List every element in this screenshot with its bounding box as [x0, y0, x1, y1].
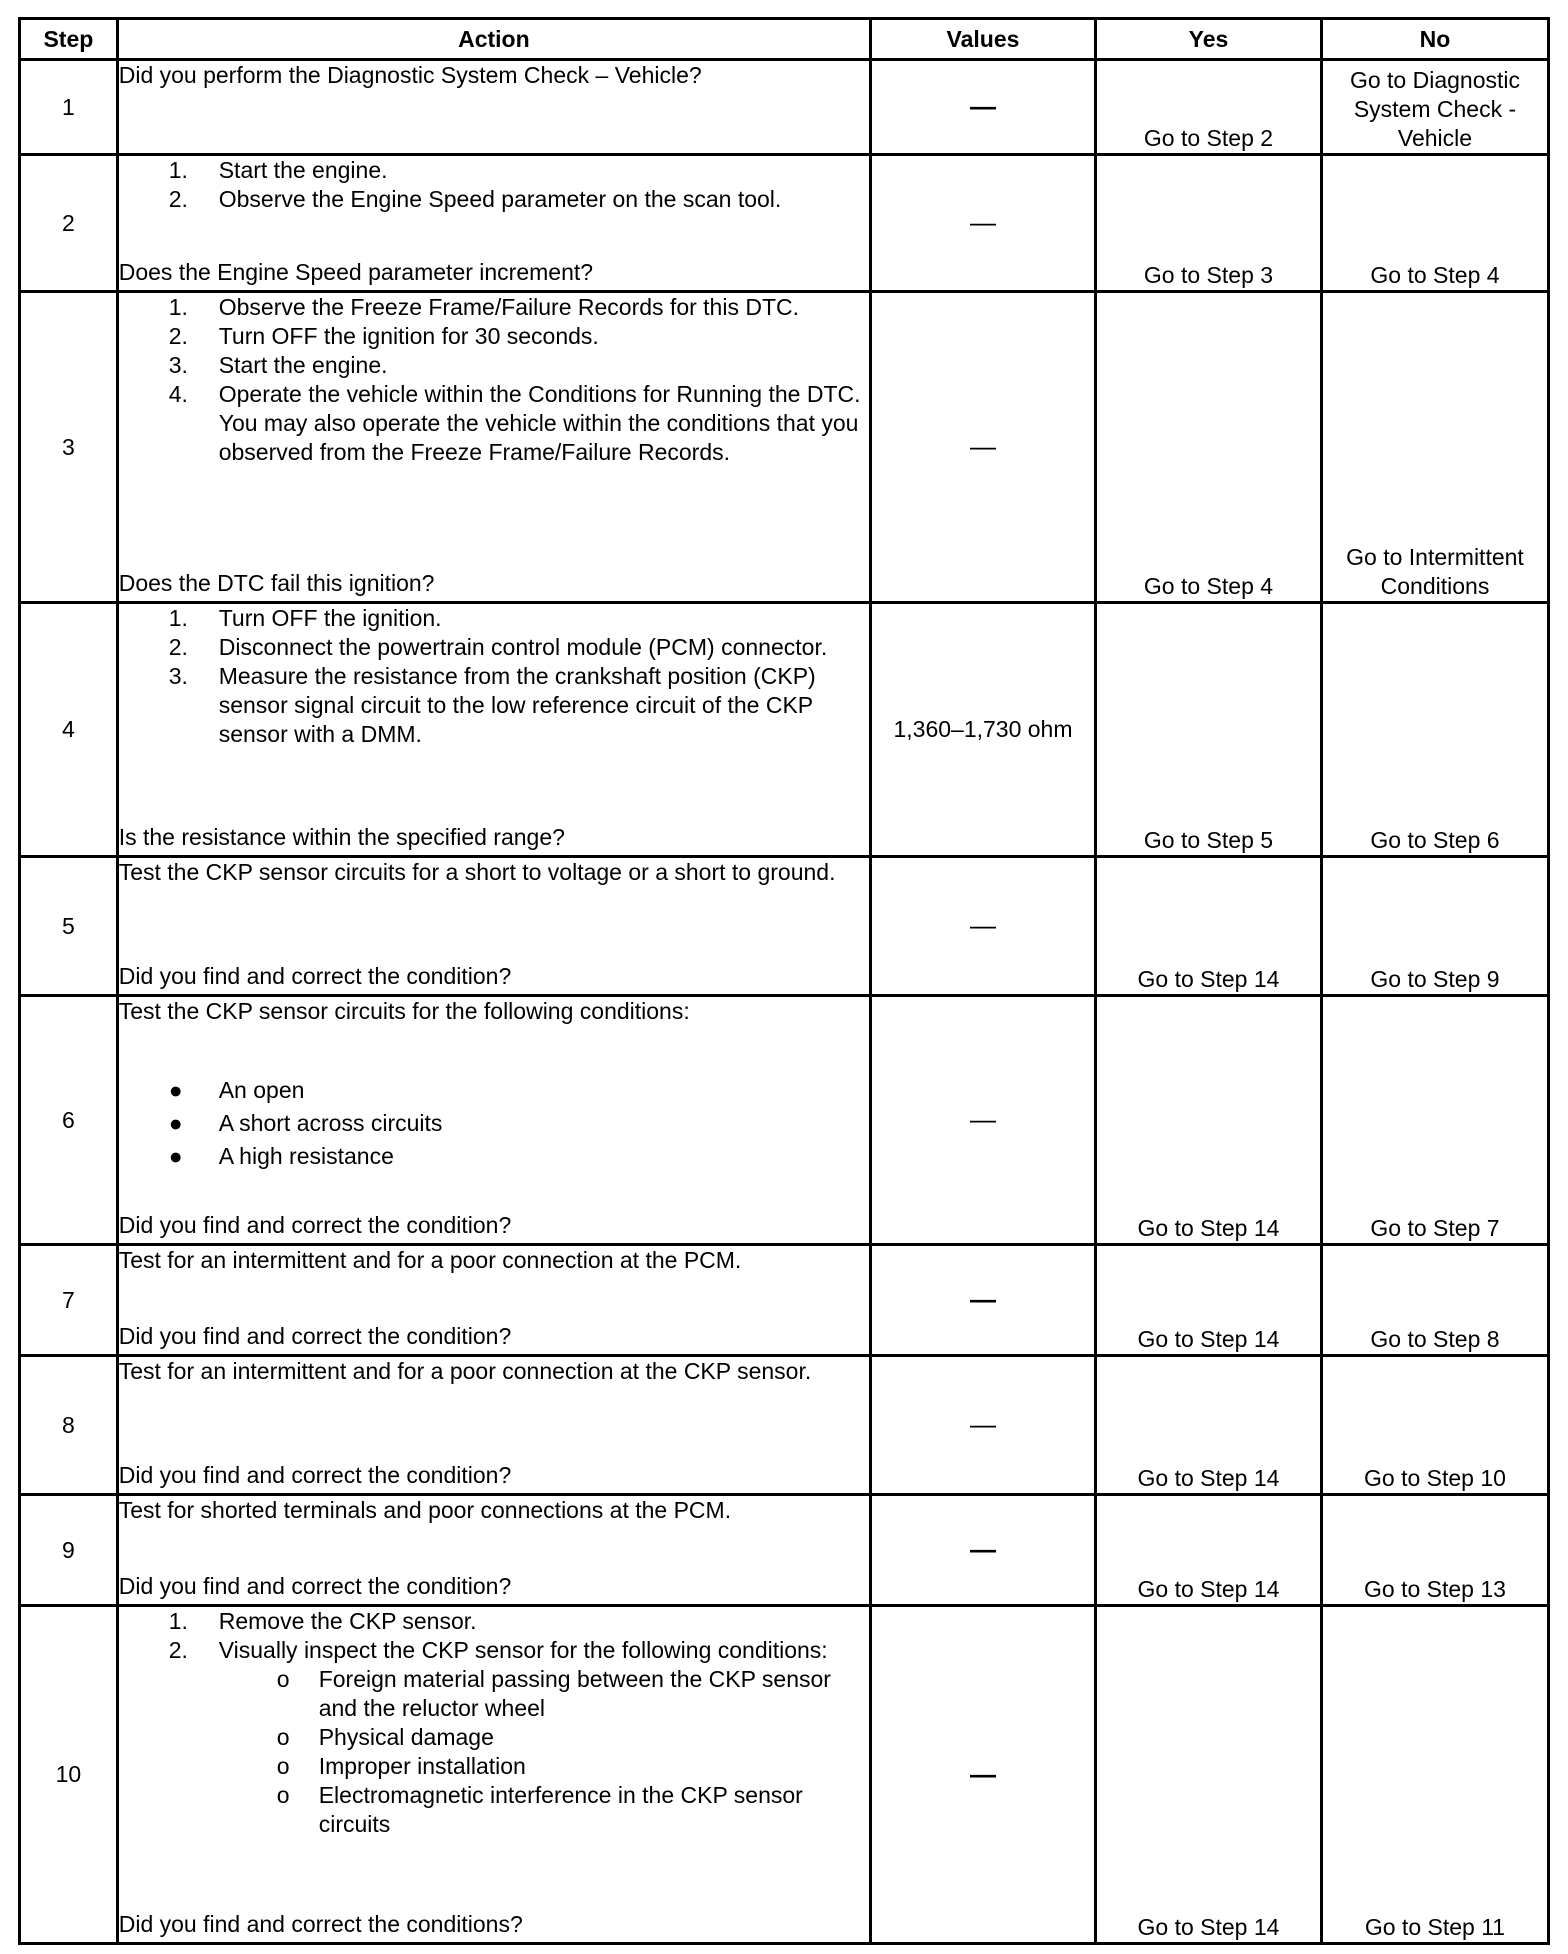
list-item: 2. Visually inspect the CKP sensor for the following conditions: — [168, 1637, 828, 1663]
action-steps — [119, 1607, 869, 1665]
yes-cell: Go to Step 14 — [1095, 857, 1321, 996]
step-number: 6 — [20, 996, 118, 1245]
list-item: o Improper installation — [276, 1753, 526, 1779]
action-intro: Did you perform the Diagnostic System Check – Vehicle? — [118, 62, 702, 88]
no-cell: Go to Step 4 — [1321, 155, 1548, 292]
action-question: Is the resistance within the specified range? — [118, 824, 565, 850]
action-question: Did you find and correct the condition? — [118, 1323, 512, 1349]
action-question: Did you find and correct the condition? — [118, 1573, 512, 1599]
list-item: o Physical damage — [276, 1724, 494, 1750]
list-item: 1. Remove the CKP sensor. — [168, 1608, 477, 1634]
yes-cell: Go to Step 14 — [1095, 1606, 1321, 1944]
header-action: Action — [117, 19, 870, 60]
yes-cell: Go to Step 14 — [1095, 1356, 1321, 1495]
no-cell: Go to Step 10 — [1321, 1356, 1548, 1495]
step-number: 8 — [20, 1356, 118, 1495]
yes-cell: Go to Step 14 — [1095, 996, 1321, 1245]
action-cell — [117, 1356, 870, 1495]
value-cell: — — [970, 207, 996, 237]
list-item: 4. Operate the vehicle within the Conditions for Running the DTC. You may also operate the vehicle within the conditions that you observed from the Freeze Frame/Failure Records. — [168, 381, 861, 465]
table-row — [20, 60, 1549, 155]
step-number: 2 — [20, 155, 118, 292]
list-item: o Electromagnetic interference in the CKP sensor circuits — [276, 1782, 803, 1837]
action-intro: Test for an intermittent and for a poor connection at the PCM. — [118, 1247, 742, 1273]
no-cell: Go to Diagnostic System Check - Vehicle — [1321, 60, 1548, 155]
list-item: 2. Turn OFF the ignition for 30 seconds. — [168, 323, 599, 349]
value-cell: — — [970, 1409, 996, 1439]
value-cell: — — [970, 1104, 996, 1134]
list-item: ● A high resistance — [168, 1143, 394, 1169]
action-question: Did you find and correct the condition? — [118, 1212, 512, 1238]
no-cell: Go to Step 8 — [1321, 1245, 1548, 1356]
header-values: Values — [871, 19, 1096, 60]
list-item: ● A short across circuits — [168, 1110, 443, 1136]
table-row — [20, 1356, 1549, 1495]
table-row — [20, 155, 1549, 292]
list-item: 3. Start the engine. — [168, 352, 388, 378]
value-cell: — — [970, 431, 996, 461]
action-intro: Test for an intermittent and for a poor connection at the CKP sensor. — [118, 1358, 812, 1384]
no-cell: Go to Step 13 — [1321, 1495, 1548, 1606]
action-question: Did you find and correct the condition? — [118, 1462, 512, 1488]
no-cell: Go to Step 11 — [1321, 1606, 1548, 1944]
value-cell: — — [970, 1758, 996, 1789]
action-steps — [119, 156, 869, 214]
action-question: Does the Engine Speed parameter increment? — [118, 259, 594, 285]
header-row — [20, 19, 1549, 60]
yes-cell: Go to Step 5 — [1095, 603, 1321, 857]
no-cell: Go to Intermittent Conditions — [1321, 292, 1548, 603]
step-number: 1 — [20, 60, 118, 155]
list-item: 1. Observe the Freeze Frame/Failure Records for this DTC. — [168, 294, 800, 320]
list-item: ● An open — [168, 1077, 305, 1103]
action-steps — [119, 293, 869, 467]
header-step: Step — [20, 19, 118, 60]
inspection-list — [119, 1665, 869, 1839]
action-cell — [117, 1245, 870, 1356]
step-number: 3 — [20, 292, 118, 603]
action-cell — [117, 857, 870, 996]
table-row — [20, 292, 1549, 603]
action-cell — [117, 60, 870, 155]
value-cell: — — [970, 910, 996, 940]
action-cell — [117, 603, 870, 857]
step-number: 7 — [20, 1245, 118, 1356]
action-question: Did you find and correct the conditions? — [118, 1911, 523, 1937]
yes-cell: Go to Step 3 — [1095, 155, 1321, 292]
no-cell: Go to Step 9 — [1321, 857, 1548, 996]
action-intro: Test for shorted terminals and poor connections at the PCM. — [118, 1497, 732, 1523]
table-row — [20, 857, 1549, 996]
action-question: Does the DTC fail this ignition? — [118, 570, 435, 596]
action-cell — [117, 1495, 870, 1606]
action-intro: Test the CKP sensor circuits for the following conditions: — [118, 998, 690, 1024]
yes-cell: Go to Step 2 — [1095, 60, 1321, 155]
action-cell — [117, 292, 870, 603]
step-number: 10 — [20, 1606, 118, 1944]
header-yes: Yes — [1095, 19, 1321, 60]
table-row — [20, 1606, 1549, 1944]
list-item: 2. Observe the Engine Speed parameter on the scan tool. — [168, 186, 782, 212]
list-item: o Foreign material passing between the CKP sensor and the reluctor wheel — [276, 1666, 831, 1721]
list-item: 1. Start the engine. — [168, 157, 388, 183]
no-cell: Go to Step 6 — [1321, 603, 1548, 857]
yes-cell: Go to Step 14 — [1095, 1245, 1321, 1356]
action-cell — [117, 996, 870, 1245]
action-intro: Test the CKP sensor circuits for a short to voltage or a short to ground. — [118, 859, 836, 885]
table-row — [20, 996, 1549, 1245]
diagnostic-table-container — [18, 17, 1550, 1945]
action-question: Did you find and correct the condition? — [118, 963, 512, 989]
action-cell — [117, 1606, 870, 1944]
action-steps — [119, 604, 869, 749]
step-number: 5 — [20, 857, 118, 996]
table-row — [20, 1495, 1549, 1606]
list-item: 3. Measure the resistance from the crankshaft position (CKP) sensor signal circuit to the low reference circuit of the CKP sensor with a DMM. — [168, 663, 816, 747]
header-no: No — [1321, 19, 1548, 60]
value-cell: — — [970, 91, 996, 121]
list-item: 1. Turn OFF the ignition. — [168, 605, 442, 631]
value-cell: — — [970, 1284, 996, 1314]
action-cell — [117, 155, 870, 292]
table-row — [20, 1245, 1549, 1356]
yes-cell: Go to Step 4 — [1095, 292, 1321, 603]
no-cell: Go to Step 7 — [1321, 996, 1548, 1245]
list-item: 2. Disconnect the powertrain control module (PCM) connector. — [168, 634, 828, 660]
value-cell: 1,360–1,730 ohm — [871, 603, 1096, 857]
condition-list — [119, 1074, 869, 1173]
table-row — [20, 603, 1549, 857]
step-number: 4 — [20, 603, 118, 857]
step-number: 9 — [20, 1495, 118, 1606]
value-cell: — — [970, 1534, 996, 1564]
diagnostic-table — [18, 17, 1550, 1945]
yes-cell: Go to Step 14 — [1095, 1495, 1321, 1606]
